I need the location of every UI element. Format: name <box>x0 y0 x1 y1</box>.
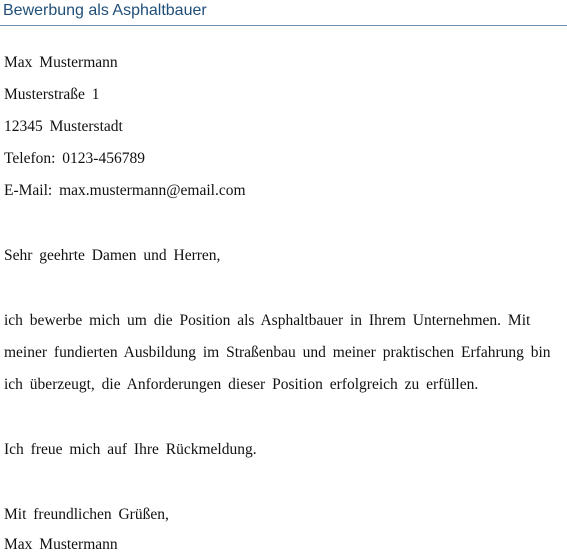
signature: Max Mustermann <box>4 536 118 553</box>
sender-name: Max Mustermann <box>4 54 118 71</box>
sender-street: Musterstraße 1 <box>4 86 100 103</box>
body-line: ich überzeugt, die Anforderungen dieser Position erfolgreich zu erfüllen. <box>4 376 479 393</box>
page-title: Bewerbung als Asphaltbauer <box>3 2 207 19</box>
title-divider <box>0 25 567 26</box>
closing-sentence: Ich freue mich auf Ihre Rückmeldung. <box>4 441 257 458</box>
sender-city: 12345 Musterstadt <box>4 118 123 135</box>
closing: Mit freundlichen Grüßen, <box>4 506 169 523</box>
body-line: meiner fundierten Ausbildung im Straßenbau und meiner praktischen Erfahrung bin <box>4 344 551 361</box>
salutation: Sehr geehrte Damen und Herren, <box>4 247 221 264</box>
body-line: ich bewerbe mich um die Position als Asphaltbauer in Ihrem Unternehmen. Mit <box>4 312 531 329</box>
sender-phone: Telefon: 0123-456789 <box>4 150 145 167</box>
sender-email: E-Mail: max.mustermann@email.com <box>4 182 246 199</box>
